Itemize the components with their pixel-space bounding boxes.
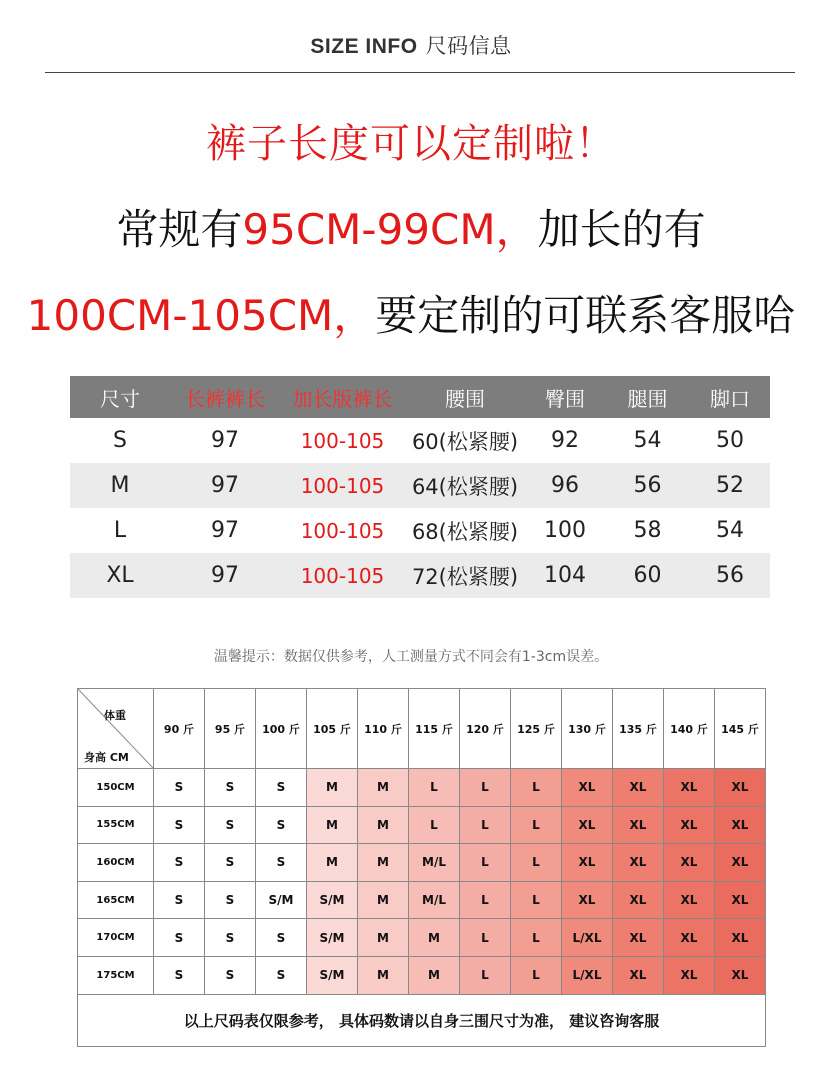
grid-size-cell: S	[256, 844, 307, 882]
size-table-cell: L	[113, 518, 127, 543]
grid-row	[78, 881, 766, 919]
grid-size-cell: S	[205, 844, 256, 882]
size-table-cell: 100-105	[300, 518, 385, 543]
size-table-cell: 100-105	[300, 563, 385, 588]
size-table-header-cell: 加长版裤长	[292, 386, 393, 411]
size-table-cell: 54	[716, 518, 744, 543]
grid-size-cell: XL	[664, 919, 715, 957]
size-table-cell: 97	[211, 428, 239, 453]
header-title-en: SIZE INFO	[310, 35, 418, 58]
grid-size-cell: S	[205, 956, 256, 994]
grid-size-cell: S	[205, 769, 256, 807]
grid-size-cell: XL	[664, 956, 715, 994]
measurement-tip: 温馨提示：数据仅供参考，人工测量方式不同会有1-3cm误差。	[213, 649, 609, 665]
grid-height-header: 150CM	[78, 769, 154, 807]
grid-height-header: 175CM	[78, 956, 154, 994]
size-table-row	[70, 463, 770, 508]
size-table-cell: 60	[633, 563, 662, 588]
size-table-cell: 50	[716, 428, 744, 453]
grid-footer-row	[78, 994, 766, 1046]
grid-size-cell: L	[460, 881, 511, 919]
size-table-cell: 96	[551, 473, 579, 498]
size-table-cell: 54	[633, 428, 662, 453]
size-table-cell: 97	[211, 518, 239, 543]
grid-weight-header: 90 斤	[154, 689, 205, 769]
grid-size-cell: XL	[715, 844, 766, 882]
headline-long-range: 100CM-105CM，	[26, 291, 376, 340]
grid-size-cell: M	[307, 844, 358, 882]
grid-size-cell: L	[511, 956, 562, 994]
grid-size-cell: L	[460, 919, 511, 957]
grid-weight-header: 110 斤	[358, 689, 409, 769]
size-table-header-cell: 长裤裤长	[185, 386, 265, 411]
size-table-header-cell: 尺寸	[100, 386, 140, 411]
grid-size-cell: L/XL	[562, 956, 613, 994]
grid-size-cell: XL	[613, 806, 664, 844]
grid-size-cell: L/XL	[562, 919, 613, 957]
size-table-cell: 60(松紧腰)	[411, 429, 519, 454]
grid-weight-header: 100 斤	[256, 689, 307, 769]
grid-row	[78, 919, 766, 957]
grid-size-cell: S	[205, 806, 256, 844]
size-table-cell: 72(松紧腰)	[411, 564, 519, 589]
size-table-cell: 58	[633, 518, 662, 543]
grid-size-cell: XL	[664, 769, 715, 807]
grid-weight-header: 120 斤	[460, 689, 511, 769]
size-table-cell: 100-105	[300, 473, 385, 498]
grid-size-cell: M/L	[409, 881, 460, 919]
grid-size-cell: S	[154, 919, 205, 957]
grid-size-cell: L	[460, 769, 511, 807]
grid-size-cell: XL	[562, 881, 613, 919]
size-table-cell: S	[113, 428, 127, 453]
grid-size-cell: M	[307, 806, 358, 844]
grid-height-header: 170CM	[78, 919, 154, 957]
headline-long-length	[0, 283, 822, 343]
grid-size-cell: S	[256, 769, 307, 807]
grid-height-header: 165CM	[78, 881, 154, 919]
grid-weight-label: 体重	[104, 709, 126, 722]
grid-size-cell: L	[511, 769, 562, 807]
grid-corner-cell	[78, 689, 154, 769]
size-table-cell: M	[110, 473, 130, 498]
headline-regular-length	[0, 197, 822, 257]
grid-footer-note: 以上尺码表仅限参考， 具体码数请以自身三围尺寸为准， 建议咨询客服	[78, 994, 766, 1046]
grid-size-cell: L	[511, 881, 562, 919]
grid-weight-header: 115 斤	[409, 689, 460, 769]
grid-size-cell: S	[205, 919, 256, 957]
grid-size-cell: L	[409, 769, 460, 807]
grid-size-cell: S	[154, 844, 205, 882]
grid-size-cell: M	[307, 769, 358, 807]
size-table-header	[70, 376, 770, 418]
grid-size-cell: S	[154, 956, 205, 994]
size-table-cell: 64(松紧腰)	[411, 474, 519, 499]
size-table-cell: 100-105	[300, 428, 385, 453]
grid-size-cell: XL	[613, 919, 664, 957]
size-table-row	[70, 553, 770, 598]
grid-size-cell: S	[154, 806, 205, 844]
size-table-cell: 92	[551, 428, 579, 453]
page-header	[0, 30, 822, 60]
size-table-cell: 56	[716, 563, 744, 588]
headline-regular-prefix: 常规有	[116, 205, 243, 254]
headline-regular-range: 95CM-99CM，	[242, 205, 538, 254]
grid-size-cell: XL	[715, 769, 766, 807]
grid-size-cell: XL	[613, 881, 664, 919]
grid-size-cell: XL	[664, 806, 715, 844]
grid-size-cell: M	[409, 919, 460, 957]
grid-height-header: 160CM	[78, 844, 154, 882]
grid-size-cell: S/M	[307, 881, 358, 919]
grid-weight-header: 135 斤	[613, 689, 664, 769]
size-table-cell: 97	[211, 563, 239, 588]
grid-size-cell: XL	[613, 844, 664, 882]
grid-size-cell: L	[511, 919, 562, 957]
grid-size-cell: L	[511, 844, 562, 882]
header-title	[310, 30, 511, 60]
grid-size-cell: M	[358, 769, 409, 807]
grid-size-cell: L	[460, 806, 511, 844]
grid-size-cell: S	[256, 919, 307, 957]
size-table	[70, 376, 770, 598]
grid-size-cell: M	[358, 844, 409, 882]
grid-size-cell: M	[358, 881, 409, 919]
headline-custom-length: 裤子长度可以定制啦！	[206, 121, 616, 167]
header-title-cn: 尺码信息	[425, 34, 512, 58]
size-table-cell: XL	[106, 563, 134, 588]
grid-size-cell: XL	[562, 769, 613, 807]
grid-size-cell: XL	[613, 956, 664, 994]
grid-size-cell: M/L	[409, 844, 460, 882]
grid-weight-header: 140 斤	[664, 689, 715, 769]
size-table-header-cell: 腿围	[627, 386, 668, 411]
headline-regular-suffix: 加长的有	[537, 205, 706, 254]
grid-size-cell: L	[511, 806, 562, 844]
grid-size-cell: XL	[562, 806, 613, 844]
size-table-cell: 104	[544, 563, 586, 588]
grid-size-cell: XL	[715, 919, 766, 957]
size-table-header-cell: 臀围	[545, 386, 585, 411]
headline-long-suffix: 要定制的可联系客服哈	[375, 291, 796, 340]
size-table-row	[70, 508, 770, 553]
size-table-cell: 56	[633, 473, 662, 498]
grid-size-cell: M	[358, 919, 409, 957]
size-table-cell: 52	[716, 473, 744, 498]
size-table-cell: 100	[544, 518, 586, 543]
grid-size-cell: XL	[664, 881, 715, 919]
grid-size-cell: XL	[562, 844, 613, 882]
grid-size-cell: L	[409, 806, 460, 844]
grid-size-cell: S/M	[256, 881, 307, 919]
grid-size-cell: M	[409, 956, 460, 994]
grid-size-cell: S	[154, 881, 205, 919]
grid-size-cell: L	[460, 844, 511, 882]
header-divider	[45, 72, 795, 73]
grid-size-cell: XL	[664, 844, 715, 882]
grid-size-cell: S	[256, 956, 307, 994]
grid-height-header: 155CM	[78, 806, 154, 844]
grid-size-cell: XL	[715, 881, 766, 919]
grid-header-row	[78, 689, 766, 769]
grid-size-cell: XL	[613, 769, 664, 807]
grid-weight-header: 105 斤	[307, 689, 358, 769]
grid-size-cell: XL	[715, 956, 766, 994]
grid-weight-header: 130 斤	[562, 689, 613, 769]
grid-size-cell: S	[205, 881, 256, 919]
grid-row	[78, 956, 766, 994]
weight-height-grid	[77, 688, 766, 1047]
grid-size-cell: M	[358, 806, 409, 844]
size-table-header-cell: 腰围	[445, 386, 485, 411]
grid-weight-header: 95 斤	[205, 689, 256, 769]
size-table-cell: 97	[211, 473, 239, 498]
grid-row	[78, 844, 766, 882]
grid-weight-header: 145 斤	[715, 689, 766, 769]
size-table-header-cell: 脚口	[710, 386, 750, 411]
grid-size-cell: S	[154, 769, 205, 807]
grid-row	[78, 769, 766, 807]
size-table-row	[70, 418, 770, 463]
grid-height-label: 身高 CM	[84, 751, 129, 764]
grid-size-cell: L	[460, 956, 511, 994]
size-table-cell: 68(松紧腰)	[411, 519, 519, 544]
grid-row	[78, 806, 766, 844]
grid-size-cell: XL	[715, 806, 766, 844]
grid-size-cell: S/M	[307, 919, 358, 957]
grid-size-cell: S/M	[307, 956, 358, 994]
grid-size-cell: S	[256, 806, 307, 844]
grid-weight-header: 125 斤	[511, 689, 562, 769]
grid-size-cell: M	[358, 956, 409, 994]
